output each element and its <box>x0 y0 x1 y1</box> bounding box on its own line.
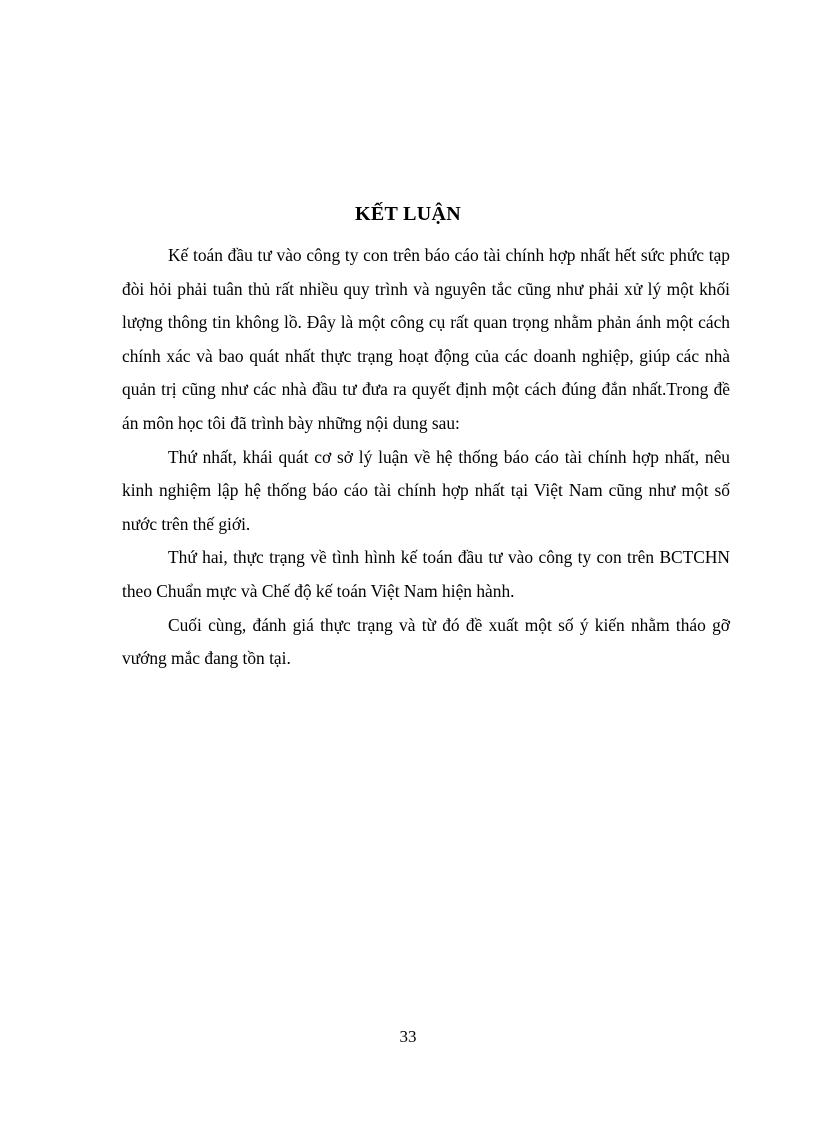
paragraph-final: Cuối cùng, đánh giá thực trạng và từ đó đề xuất một số ý kiến nhằm tháo gỡ vướng mắc đang tồn tại. <box>122 614 730 669</box>
page-title: KẾT LUẬN <box>355 203 461 225</box>
conclusion-body <box>122 239 730 676</box>
paragraph-intro: Kế toán đầu tư vào công ty con trên báo cáo tài chính hợp nhất hết sức phức tạp đòi hỏi phải tuân thủ rất nhiều quy trình và nguyên tắc cũng như phải xử lý một khối lượng thông tin không lồ. Đây là một công cụ rất quan trọng nhằm phản ánh một cách chính xác và bao quát nhất thực trạng hoạt động của các doanh nghiệp, giúp các nhà quản trị cũng như các nhà đầu tư đưa ra quyết định một cách đúng đắn nhất.Trong đề án môn học tôi đã trình bày những nội dung sau: <box>122 245 730 433</box>
paragraph-second: Thứ hai, thực trạng về tình hình kế toán đầu tư vào công ty con trên BCTCHN theo Chuẩn mực và Chế độ kế toán Việt Nam hiện hành. <box>122 547 730 601</box>
page-number: 33 <box>399 1027 417 1046</box>
paragraph-first: Thứ nhất, khái quát cơ sở lý luận về hệ thống báo cáo tài chính hợp nhất, nêu kinh nghiệm lập hệ thống báo cáo tài chính hợp nhất tại Việt Nam cũng như một số nước trên thế giới. <box>122 446 730 534</box>
